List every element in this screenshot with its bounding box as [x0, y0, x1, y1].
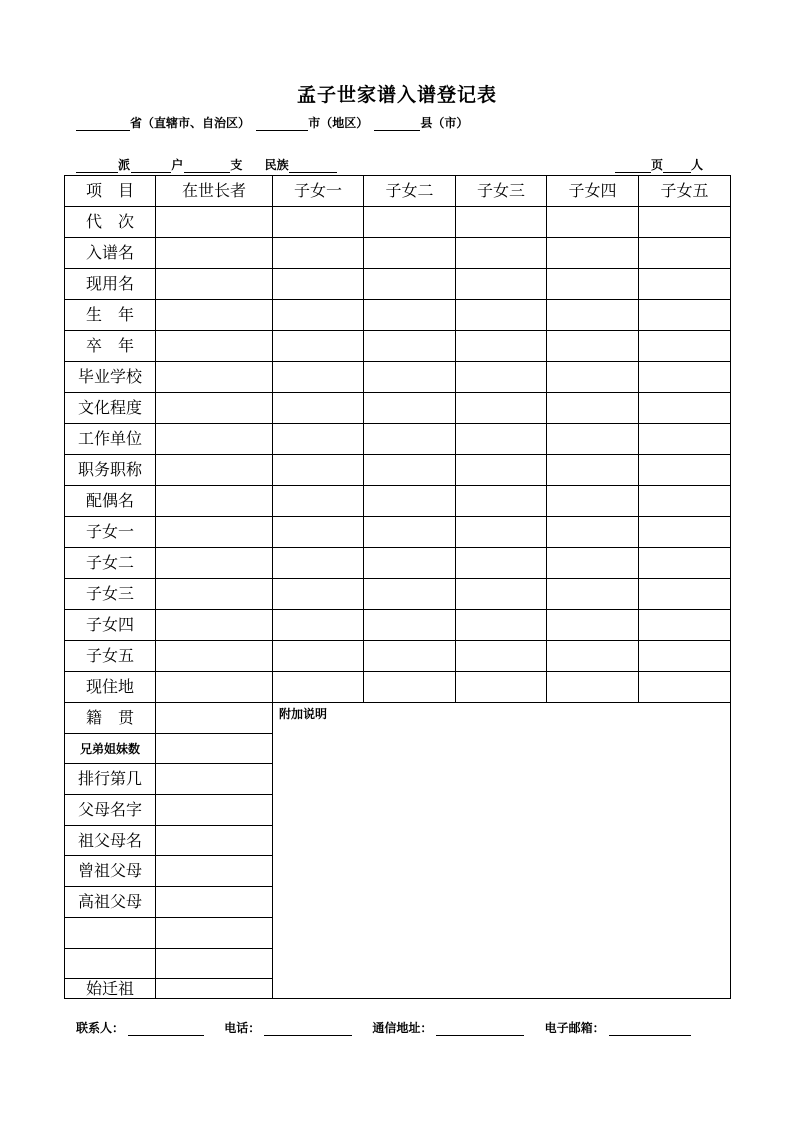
pai-label: 派 [118, 158, 131, 172]
entry-cell[interactable] [639, 517, 731, 548]
entry-cell[interactable] [156, 207, 273, 238]
province-label: 省（直辖市、自治区） [130, 116, 251, 130]
entry-cell[interactable] [156, 331, 273, 362]
entry-cell[interactable] [547, 455, 639, 486]
column-header: 子女二 [364, 176, 456, 207]
row-label: 子女二 [65, 548, 156, 579]
entry-cell[interactable] [156, 579, 273, 610]
zhi-label: 支 [230, 158, 243, 172]
column-header: 子女三 [456, 176, 547, 207]
entry-cell[interactable] [547, 579, 639, 610]
entry-cell[interactable] [273, 300, 364, 331]
contact-field[interactable] [128, 1023, 204, 1036]
entry-cell[interactable] [456, 672, 547, 703]
table-row [65, 610, 731, 641]
entry-cell[interactable] [156, 795, 273, 826]
entry-cell[interactable] [273, 610, 364, 641]
row-label: 工作单位 [65, 424, 156, 455]
page-count-line [615, 156, 703, 173]
table-row [65, 393, 731, 424]
row-label: 入谱名 [65, 238, 156, 269]
hu-label: 户 [171, 158, 184, 172]
column-header: 子女五 [639, 176, 731, 207]
entry-cell[interactable] [547, 486, 639, 517]
people-label: 人 [691, 158, 704, 172]
entry-cell[interactable] [456, 269, 547, 300]
entry-cell[interactable] [156, 734, 273, 764]
row-label: 现用名 [65, 269, 156, 300]
entry-cell[interactable] [547, 548, 639, 579]
address-field[interactable] [436, 1023, 524, 1036]
email-label: 电子邮箱： [544, 1021, 605, 1035]
entry-cell[interactable] [156, 887, 273, 918]
entry-cell[interactable] [456, 207, 547, 238]
entry-cell[interactable] [456, 238, 547, 269]
entry-cell[interactable] [639, 455, 731, 486]
row-label: 现住地 [65, 672, 156, 703]
entry-cell[interactable] [273, 517, 364, 548]
entry-cell[interactable] [364, 579, 456, 610]
row-label: 卒 年 [65, 331, 156, 362]
form-title: 孟子世家谱入谱登记表 [296, 84, 497, 106]
entry-cell[interactable] [364, 207, 456, 238]
row-label [65, 918, 156, 949]
entry-cell[interactable] [639, 486, 731, 517]
row-label: 父母名字 [65, 795, 156, 826]
entry-cell[interactable] [547, 269, 639, 300]
address-label: 通信地址： [372, 1021, 433, 1035]
entry-cell[interactable] [364, 269, 456, 300]
row-label: 生 年 [65, 300, 156, 331]
row-label: 子女一 [65, 517, 156, 548]
row-label: 子女四 [65, 610, 156, 641]
county-field[interactable] [374, 118, 420, 131]
entry-cell[interactable] [639, 207, 731, 238]
entry-cell[interactable] [364, 331, 456, 362]
entry-cell[interactable] [547, 300, 639, 331]
table-row [65, 207, 731, 238]
entry-cell[interactable] [456, 455, 547, 486]
table-row [65, 579, 731, 610]
entry-cell[interactable] [456, 579, 547, 610]
entry-cell[interactable] [364, 300, 456, 331]
entry-cell[interactable] [156, 764, 273, 795]
column-header: 在世长者 [156, 176, 273, 207]
row-label: 排行第几 [65, 764, 156, 795]
entry-cell[interactable] [364, 238, 456, 269]
table-row [65, 703, 731, 734]
entry-cell[interactable] [456, 641, 547, 672]
lineage-line [76, 156, 337, 173]
entry-cell[interactable] [456, 517, 547, 548]
county-label: 县（市） [420, 116, 469, 130]
entry-cell[interactable] [364, 393, 456, 424]
entry-cell[interactable] [639, 393, 731, 424]
table-row [65, 548, 731, 579]
entry-cell[interactable] [639, 548, 731, 579]
row-label: 高祖父母 [65, 887, 156, 918]
row-label: 曾祖父母 [65, 856, 156, 887]
entry-cell[interactable] [156, 918, 273, 949]
entry-cell[interactable] [456, 362, 547, 393]
entry-cell[interactable] [273, 455, 364, 486]
entry-cell[interactable] [547, 641, 639, 672]
entry-cell[interactable] [156, 300, 273, 331]
entry-cell[interactable] [273, 238, 364, 269]
row-label: 毕业学校 [65, 362, 156, 393]
row-label: 始迁祖 [65, 979, 156, 999]
entry-cell[interactable] [156, 517, 273, 548]
entry-cell[interactable] [547, 424, 639, 455]
entry-cell[interactable] [364, 455, 456, 486]
pai-field[interactable] [76, 160, 118, 173]
row-label: 祖父母名 [65, 826, 156, 856]
entry-cell[interactable] [273, 269, 364, 300]
table-row [65, 362, 731, 393]
entry-cell[interactable] [639, 579, 731, 610]
row-label: 职务职称 [65, 455, 156, 486]
row-label: 配偶名 [65, 486, 156, 517]
entry-cell[interactable] [156, 455, 273, 486]
entry-cell[interactable] [364, 672, 456, 703]
column-header: 子女四 [547, 176, 639, 207]
phone-field[interactable] [264, 1023, 352, 1036]
row-label: 兄弟姐妹数 [65, 734, 156, 764]
entry-cell[interactable] [364, 517, 456, 548]
page-label: 页 [651, 158, 664, 172]
entry-cell[interactable] [156, 393, 273, 424]
entry-cell[interactable] [273, 331, 364, 362]
entry-cell[interactable] [547, 207, 639, 238]
row-label: 文化程度 [65, 393, 156, 424]
entry-cell[interactable] [156, 979, 273, 999]
entry-cell[interactable] [156, 856, 273, 887]
registration-table [64, 175, 731, 999]
entry-cell[interactable] [273, 393, 364, 424]
phone-label: 电话： [224, 1021, 261, 1035]
page-field[interactable] [615, 160, 651, 173]
table-row [65, 300, 731, 331]
entry-cell[interactable] [456, 424, 547, 455]
entry-cell[interactable] [156, 703, 273, 734]
entry-cell[interactable] [364, 424, 456, 455]
entry-cell[interactable] [364, 641, 456, 672]
entry-cell[interactable] [639, 610, 731, 641]
table-row [65, 517, 731, 548]
entry-cell[interactable] [639, 331, 731, 362]
table-header-row [65, 176, 731, 207]
column-header: 子女一 [273, 176, 364, 207]
entry-cell[interactable] [639, 641, 731, 672]
entry-cell[interactable] [456, 300, 547, 331]
table-row [65, 486, 731, 517]
province-field[interactable] [76, 118, 130, 131]
entry-cell[interactable] [547, 672, 639, 703]
entry-cell[interactable] [547, 331, 639, 362]
entry-cell[interactable] [273, 424, 364, 455]
row-label: 子女三 [65, 579, 156, 610]
column-header: 项 目 [65, 176, 156, 207]
entry-cell[interactable] [156, 424, 273, 455]
entry-cell[interactable] [364, 548, 456, 579]
entry-cell[interactable] [156, 238, 273, 269]
entry-cell[interactable] [156, 486, 273, 517]
entry-cell[interactable] [273, 486, 364, 517]
entry-cell[interactable] [547, 393, 639, 424]
entry-cell[interactable] [273, 362, 364, 393]
city-label: 市（地区） [308, 116, 369, 130]
entry-cell[interactable] [156, 672, 273, 703]
entry-cell[interactable] [639, 672, 731, 703]
entry-cell[interactable] [639, 300, 731, 331]
ethnic-label: 民族 [264, 158, 289, 172]
entry-cell[interactable] [639, 362, 731, 393]
contact-footer [76, 1019, 707, 1036]
entry-cell[interactable] [547, 362, 639, 393]
entry-cell[interactable] [364, 610, 456, 641]
row-label: 子女五 [65, 641, 156, 672]
entry-cell[interactable] [156, 362, 273, 393]
city-field[interactable] [256, 118, 308, 131]
location-line [76, 114, 468, 131]
table-row [65, 269, 731, 300]
entry-cell[interactable] [639, 269, 731, 300]
hu-field[interactable] [131, 160, 171, 173]
note-label: 附加说明 [279, 707, 328, 721]
entry-cell[interactable] [156, 949, 273, 979]
zhi-field[interactable] [184, 160, 230, 173]
entry-cell[interactable] [456, 331, 547, 362]
table-row [65, 641, 731, 672]
entry-cell[interactable] [273, 672, 364, 703]
entry-cell[interactable] [273, 548, 364, 579]
entry-cell[interactable] [547, 517, 639, 548]
entry-cell[interactable] [156, 641, 273, 672]
row-label: 籍 贯 [65, 703, 156, 734]
table-row [65, 424, 731, 455]
entry-cell[interactable] [273, 641, 364, 672]
entry-cell[interactable] [364, 362, 456, 393]
entry-cell[interactable] [156, 826, 273, 856]
entry-cell[interactable] [364, 486, 456, 517]
entry-cell[interactable] [273, 579, 364, 610]
note-area[interactable] [273, 703, 731, 999]
entry-cell[interactable] [547, 610, 639, 641]
row-label: 代 次 [65, 207, 156, 238]
ethnic-field[interactable] [289, 160, 337, 173]
row-label [65, 949, 156, 979]
table-row [65, 238, 731, 269]
entry-cell[interactable] [456, 548, 547, 579]
contact-label: 联系人： [76, 1021, 125, 1035]
entry-cell[interactable] [547, 238, 639, 269]
table-row [65, 331, 731, 362]
entry-cell[interactable] [456, 486, 547, 517]
table-row [65, 672, 731, 703]
email-field[interactable] [609, 1023, 691, 1036]
entry-cell[interactable] [156, 610, 273, 641]
entry-cell[interactable] [456, 610, 547, 641]
table-row [65, 455, 731, 486]
entry-cell[interactable] [639, 424, 731, 455]
entry-cell[interactable] [456, 393, 547, 424]
entry-cell[interactable] [156, 269, 273, 300]
entry-cell[interactable] [639, 238, 731, 269]
entry-cell[interactable] [156, 548, 273, 579]
entry-cell[interactable] [273, 207, 364, 238]
people-field[interactable] [663, 160, 691, 173]
